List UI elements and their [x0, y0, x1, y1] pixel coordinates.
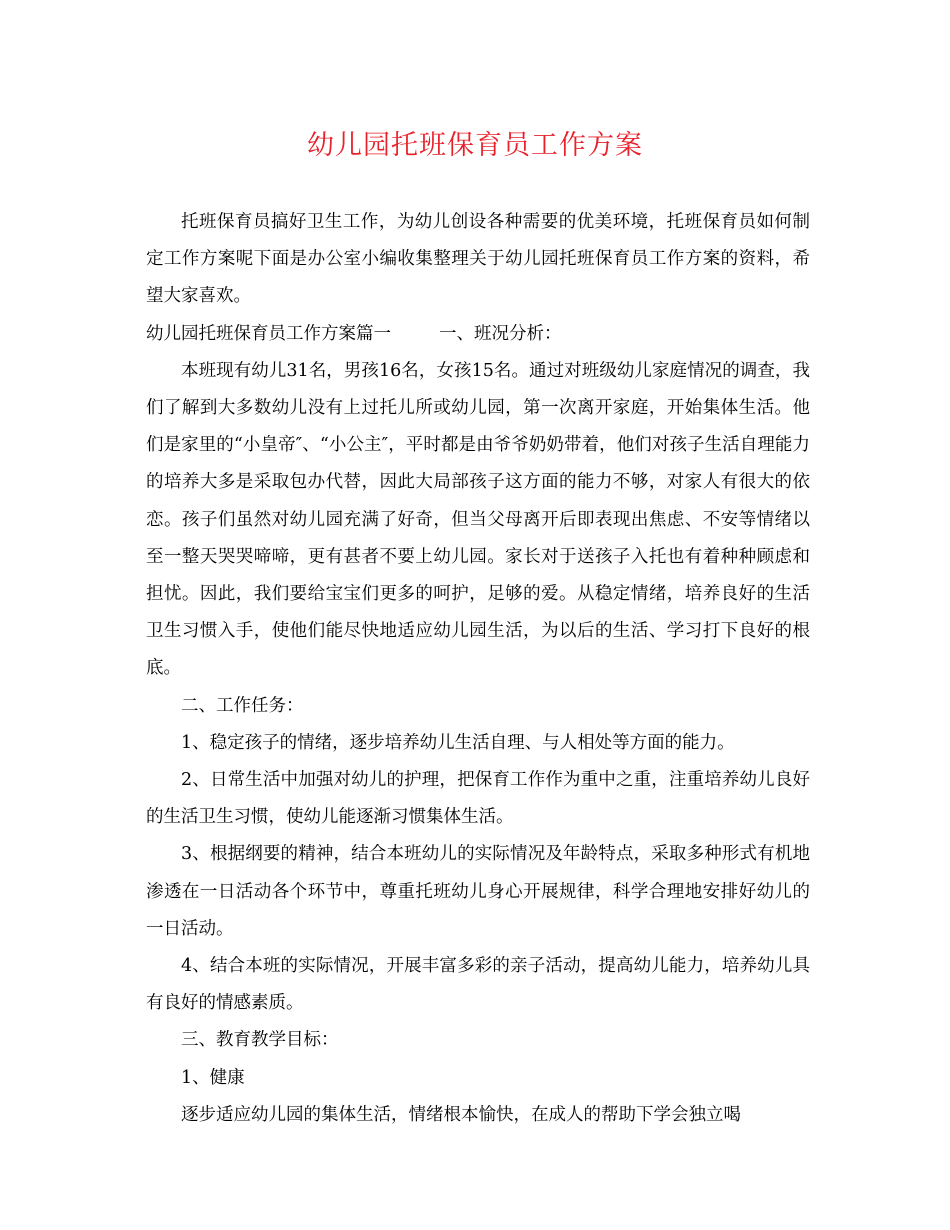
task-item-3: 3、根据纲要的精神，结合本班幼儿的实际情况及年龄特点，采取多种形式有机地渗透在一日活动各个环节中，尊重托班幼儿身心开展规律，科学合理地安排好幼儿的一日活动。 [146, 844, 810, 939]
section-heading-subtitle: 一、班况分析： [439, 323, 562, 344]
class-analysis-paragraph: 本班现有幼儿31名，男孩16名，女孩15名。通过对班级幼儿家庭情况的调查，我们了解到大多数幼儿没有上过托儿所或幼儿园，第一次离开家庭，开始集体生活。他们是家里的“小皇帝″、“小公主″，平时都是由爷爷奶奶带着，他们对孩子生活自理能力的培养大多是采取包办代替，因此大局部孩子这方面的能力不够，对家人有很大的依恋。孩子们虽然对幼儿园充满了好奇，但当父母离开后即表现出焦虑、不安等情绪以至一整天哭哭啼啼，更有甚者不要上幼儿园。家长对于送孩子入托也有着种种顾虑和担忧。因此，我们要给宝宝们更多的呵护，足够的爱。从稳定情绪，培养良好的生活卫生习惯入手，使他们能尽快地适应幼儿园生活，为以后的生活、学习打下良好的根底。 [146, 360, 810, 679]
goal-1-text: 逐步适应幼儿园的集体生活，情绪根本愉快，在成人的帮助下学会独立喝 [181, 1104, 741, 1125]
task-item-2: 2、日常生活中加强对幼儿的护理，把保育工作作为重中之重，注重培养幼儿良好的生活卫生习惯，使幼儿能逐渐习惯集体生活。 [146, 770, 810, 828]
document-title: 幼儿园托班保育员工作方案 [307, 130, 643, 161]
document-body [146, 204, 810, 1134]
task-item-4: 4、结合本班的实际情况，开展丰富多彩的亲子活动，提高幼儿能力，培养幼儿具有良好的情感素质。 [146, 956, 810, 1014]
task-item-1: 1、稳定孩子的情绪，逐步培养幼儿生活自理、与人相处等方面的能力。 [181, 732, 735, 753]
section-heading [146, 316, 810, 353]
goal-1-heading: 1、健康 [181, 1067, 245, 1088]
intro-paragraph: 托班保育员搞好卫生工作，为幼儿创设各种需要的优美环境，托班保育员如何制定工作方案呢下面是办公室小编收集整理关于幼儿园托班保育员工作方案的资料，希望大家喜欢。 [146, 212, 810, 307]
section-heading-title: 幼儿园托班保育员工作方案篇一 [146, 323, 391, 344]
tasks-heading: 二、工作任务： [181, 695, 304, 716]
goals-heading: 三、教育教学目标： [181, 1030, 339, 1051]
